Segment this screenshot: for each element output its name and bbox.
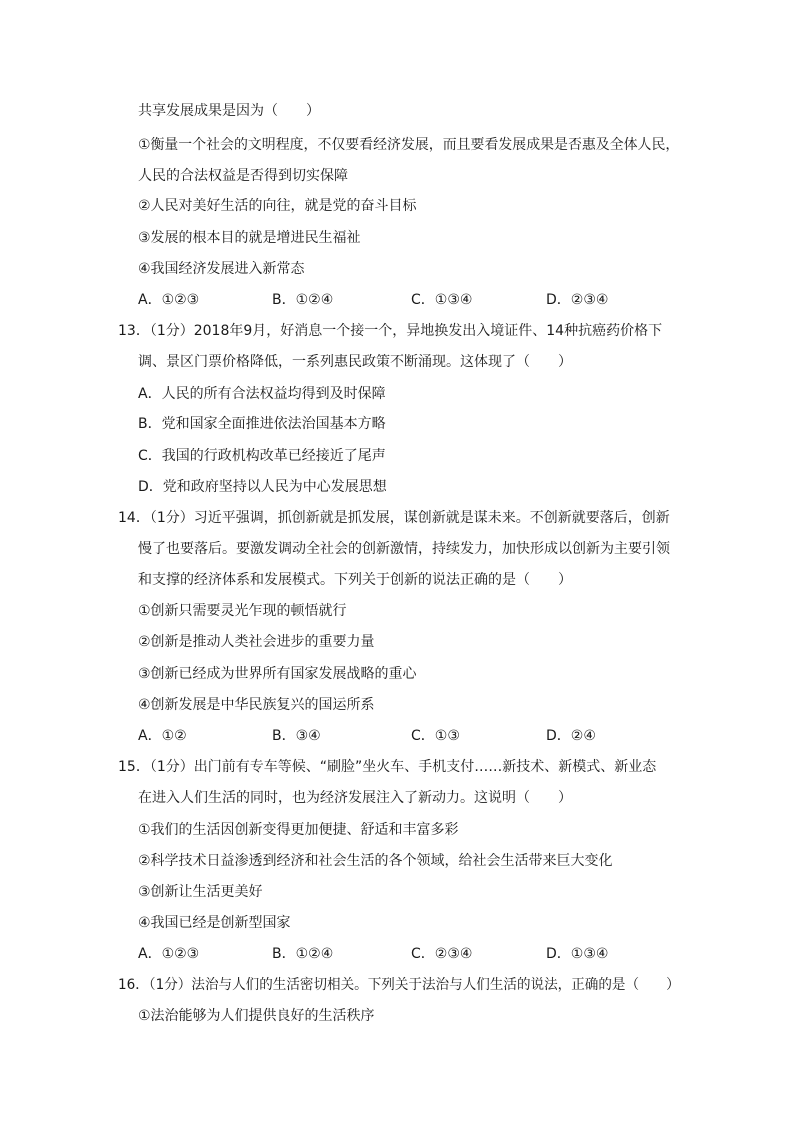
q12-option-a: A．①②③ xyxy=(138,292,200,308)
q14-option-d: D．②④ xyxy=(546,728,596,744)
q15-option-b: B．①②④ xyxy=(272,946,334,962)
q13-option-c: C．我国的行政机构改革已经接近了尾声 xyxy=(138,448,386,464)
q14-stem-line-3: 和支撑的经济体系和发展模式。下列关于创新的说法正确的是（ ） xyxy=(138,572,572,588)
q14-statement-4: ④创新发展是中华民族复兴的国运所系 xyxy=(138,697,375,713)
q12-statement-3: ③发展的根本目的就是增进民生福祉 xyxy=(138,230,361,246)
q15-statement-3: ③创新让生活更美好 xyxy=(138,884,263,900)
q12-stem-end: 共享发展成果是因为（ ） xyxy=(138,103,320,119)
q14-stem-line-2: 慢了也要落后。要激发调动全社会的创新激情，持续发力，加快形成以创新为主要引领 xyxy=(138,541,670,557)
q13-option-a: A．人民的所有合法权益均得到及时保障 xyxy=(138,386,386,402)
q14-option-a: A．①② xyxy=(138,728,187,744)
q15-statement-4: ④我国已经是创新型国家 xyxy=(138,915,291,931)
q12-statement-1a: ①衡量一个社会的文明程度，不仅要看经济发展，而且要看发展成果是否惠及全体人民， xyxy=(138,137,680,153)
q14-stem-line-1: 14．（1分）习近平强调，抓创新就是抓发展，谋创新就是谋未来。不创新就要落后，创新 xyxy=(118,510,670,526)
q16-statement-1: ①法治能够为人们提供良好的生活秩序 xyxy=(138,1008,375,1024)
q13-option-d: D．党和政府坚持以人民为中心发展思想 xyxy=(138,479,387,495)
q15-option-a: A．①②③ xyxy=(138,946,200,962)
q13-stem-line-1: 13．（1分）2018年9月，好消息一个接一个，异地换发出入境证件、14种抗癌药价格下 xyxy=(118,323,663,339)
q14-option-b: B．③④ xyxy=(272,728,321,744)
q15-stem-line-1: 15．（1分）出门前有专车等候、“刷脸”坐火车、手机支付……新技术、新模式、新业态 xyxy=(118,759,657,775)
q15-option-c: C．②③④ xyxy=(411,946,473,962)
q13-option-b: B．党和国家全面推进依法治国基本方略 xyxy=(138,416,386,432)
q14-statement-2: ②创新是推动人类社会进步的重要力量 xyxy=(138,634,375,650)
q12-option-d: D．②③④ xyxy=(546,292,609,308)
q12-statement-1b: 人民的合法权益是否得到切实保障 xyxy=(138,168,348,184)
q15-statement-1: ①我们的生活因创新变得更加便捷、舒适和丰富多彩 xyxy=(138,822,459,838)
q14-statement-1: ①创新只需要灵光乍现的顿悟就行 xyxy=(138,603,347,619)
q13-stem-line-2: 调、景区门票价格降低，一系列惠民政策不断涌现。这体现了（ ） xyxy=(138,354,572,370)
q15-stem-line-2: 在进入人们生活的同时，也为经济发展注入了新动力。这说明（ ） xyxy=(138,790,572,806)
q12-statement-4: ④我国经济发展进入新常态 xyxy=(138,261,305,277)
q14-option-c: C．①③ xyxy=(411,728,460,744)
q12-statement-2: ②人民对美好生活的向往，就是党的奋斗目标 xyxy=(138,198,417,214)
q14-statement-3: ③创新已经成为世界所有国家发展战略的重心 xyxy=(138,666,417,682)
q15-statement-2: ②科学技术日益渗透到经济和社会生活的各个领域，给社会生活带来巨大变化 xyxy=(138,853,613,869)
q15-option-d: D．①③④ xyxy=(546,946,609,962)
q12-option-b: B．①②④ xyxy=(272,292,334,308)
q16-stem-line-1: 16．（1分）法治与人们的生活密切相关。下列关于法治与人们生活的说法，正确的是（ ） xyxy=(118,977,680,993)
q12-option-c: C．①③④ xyxy=(411,292,473,308)
